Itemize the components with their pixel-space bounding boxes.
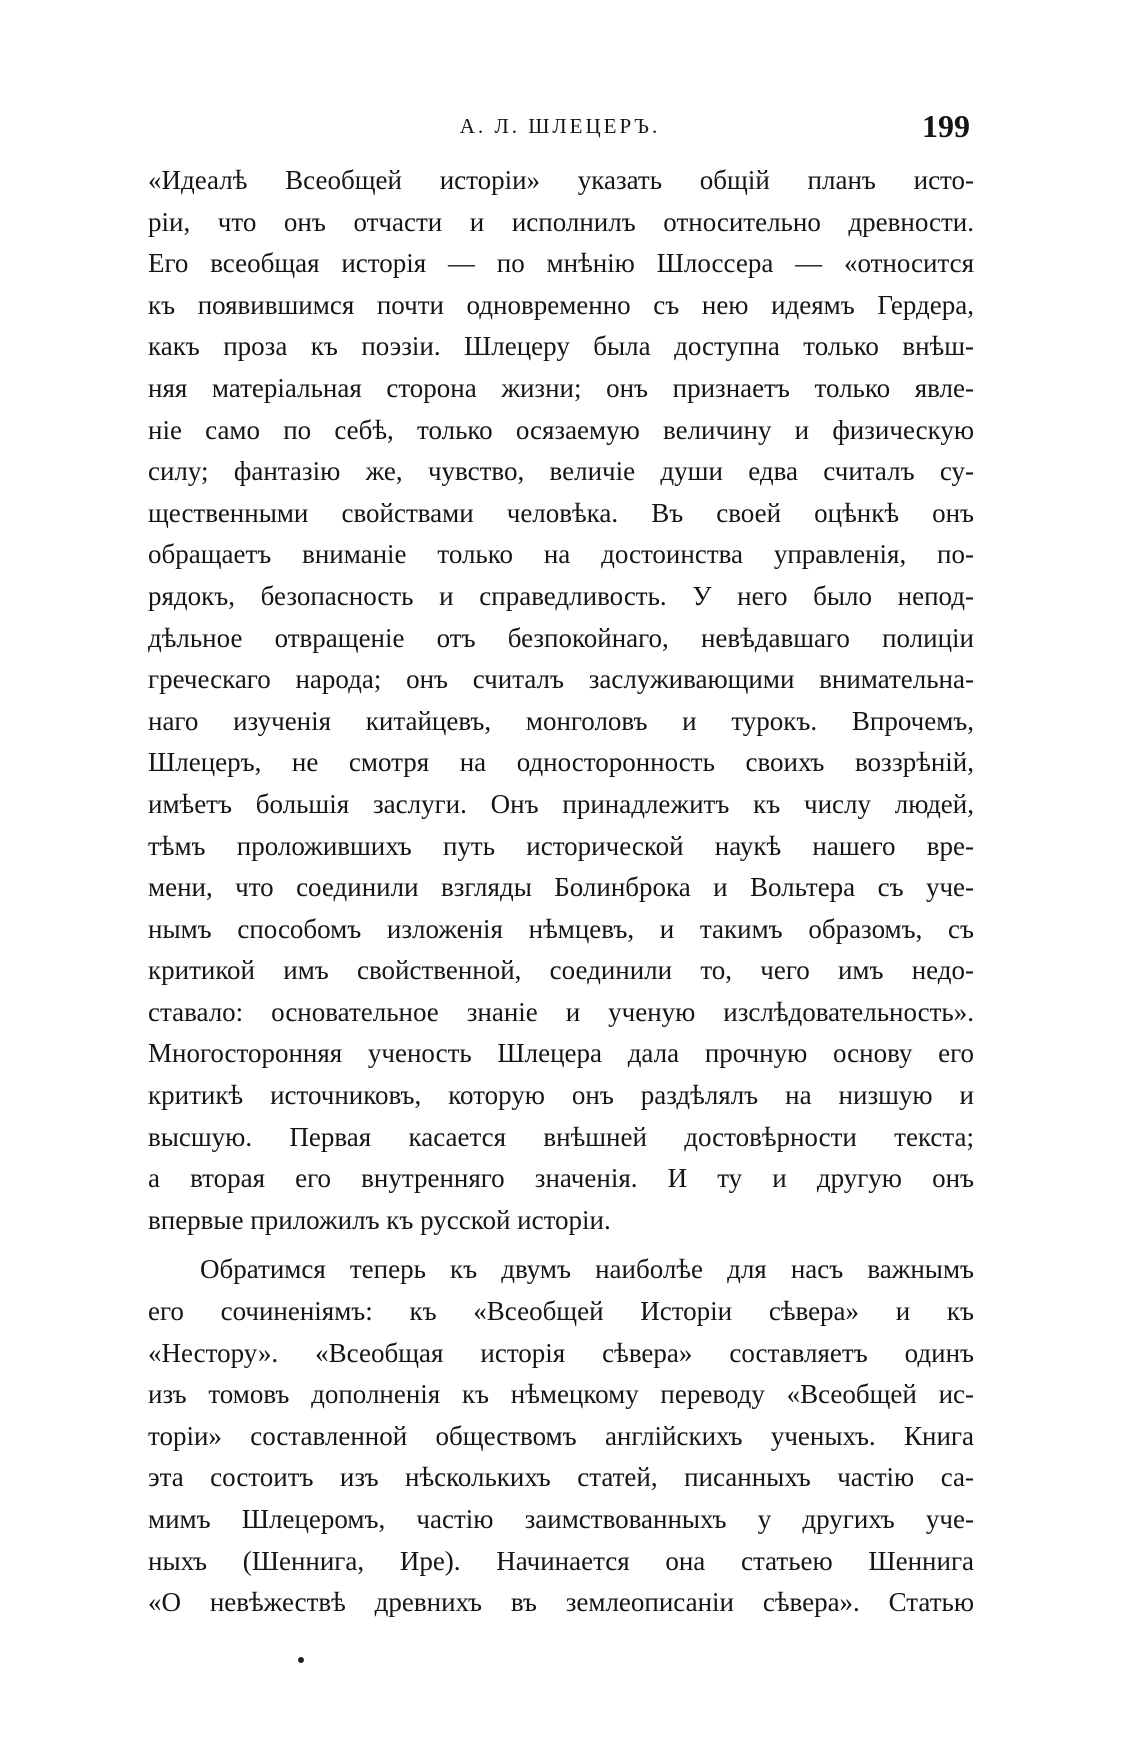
text-line: критикой имъ свойственной, соединили то, чего имъ недо- (148, 955, 974, 986)
text-line: дѣльное отвращеніе отъ безпокойнаго, невѣдавшаго полиціи (148, 622, 974, 653)
text-line: наго изученія китайцевъ, монголовъ и турокъ. Впрочемъ, (148, 705, 974, 736)
text-line: щественными свойствами человѣка. Въ своей оцѣнкѣ онъ (148, 497, 974, 528)
running-header (150, 108, 970, 148)
text-line: какъ проза къ поэзіи. Шлецеру была доступна только внѣш- (148, 331, 974, 362)
paragraph-1 (148, 160, 974, 1241)
text-line: изъ томовъ дополненія къ нѣмецкому переводу «Всеобщей ис- (148, 1379, 974, 1410)
text-line: торіи» составленной обществомъ англійскихъ ученыхъ. Книга (148, 1420, 974, 1451)
text-line: ніе само по себѣ, только осязаемую величину и физическую (148, 414, 974, 445)
text-line: а вторая его внутренняго значенія. И ту и другую онъ (148, 1163, 974, 1194)
text-line: силу; фантазію же, чувство, величіе души едва считалъ су- (148, 456, 974, 487)
text-line: мимъ Шлецеромъ, частію заимствованныхъ у другихъ уче- (148, 1504, 974, 1534)
running-title: А. Л. ШЛЕЦЕРЪ. (459, 114, 661, 138)
paragraph-2 (148, 1249, 974, 1623)
text-line: «Нестору». «Всеобщая исторія сѣвера» составляетъ одинъ (148, 1337, 974, 1368)
text-line: рядокъ, безопасность и справедливость. У него было непод- (148, 580, 974, 611)
text-line: тѣмъ проложившихъ путь исторической наукѣ нашего вре- (148, 830, 974, 861)
text-line: ныхъ (Шеннига, Ире). Начинается она статьею Шеннига (148, 1545, 974, 1576)
body-text (148, 160, 974, 1624)
text-line: нымъ способомъ изложенія нѣмцевъ, и такимъ образомъ, съ (148, 913, 974, 944)
text-line: мени, что соединили взгляды Болинброка и Вольтера съ уче- (148, 872, 974, 903)
text-line: ставало: основательное знаніе и ученую изслѣдовательность». (148, 996, 974, 1027)
text-line: «О невѣжествѣ древнихъ въ землеописаніи сѣвера». Статью (148, 1587, 974, 1618)
text-line: греческаго народа; онъ считалъ заслуживающими внимательна- (148, 664, 974, 695)
text-line: Обратимся теперь къ двумъ наиболѣе для насъ важнымъ (200, 1254, 974, 1285)
text-line: Многосторонняя ученость Шлецера дала прочную основу его (148, 1038, 974, 1069)
text-line: его сочиненіямъ: къ «Всеобщей Исторіи сѣвера» и къ (148, 1296, 974, 1327)
text-line: имѣетъ большія заслуги. Онъ принадлежитъ къ числу людей, (148, 788, 974, 819)
text-line: къ появившимся почти одновременно съ нею идеямъ Гердера, (148, 289, 974, 320)
print-speck (298, 1657, 304, 1663)
text-line: высшую. Первая касается внѣшней достовѣрности текста; (148, 1121, 974, 1152)
text-line: обращаетъ вниманіе только на достоинства управленія, по- (148, 539, 974, 570)
text-line: впервые приложилъ къ русской исторіи. (148, 1204, 611, 1235)
paragraph-gap (148, 1241, 974, 1249)
page-number: 199 (922, 108, 970, 144)
text-line: критикѣ источниковъ, которую онъ раздѣлялъ на низшую и (148, 1080, 974, 1111)
text-line: ріи, что онъ отчасти и исполнилъ относительно древности. (148, 206, 974, 237)
text-line: эта состоитъ изъ нѣсколькихъ статей, писанныхъ частію са- (148, 1462, 974, 1493)
text-line: «Идеалѣ Всеобщей исторіи» указать общій планъ исто- (148, 165, 974, 195)
text-line: няя матеріальная сторона жизни; онъ признаетъ только явле- (148, 372, 974, 403)
text-line: Его всеобщая исторія — по мнѣнію Шлоссера — «относится (148, 248, 974, 279)
text-line: Шлецеръ, не смотря на односторонность своихъ воззрѣній, (148, 747, 974, 778)
